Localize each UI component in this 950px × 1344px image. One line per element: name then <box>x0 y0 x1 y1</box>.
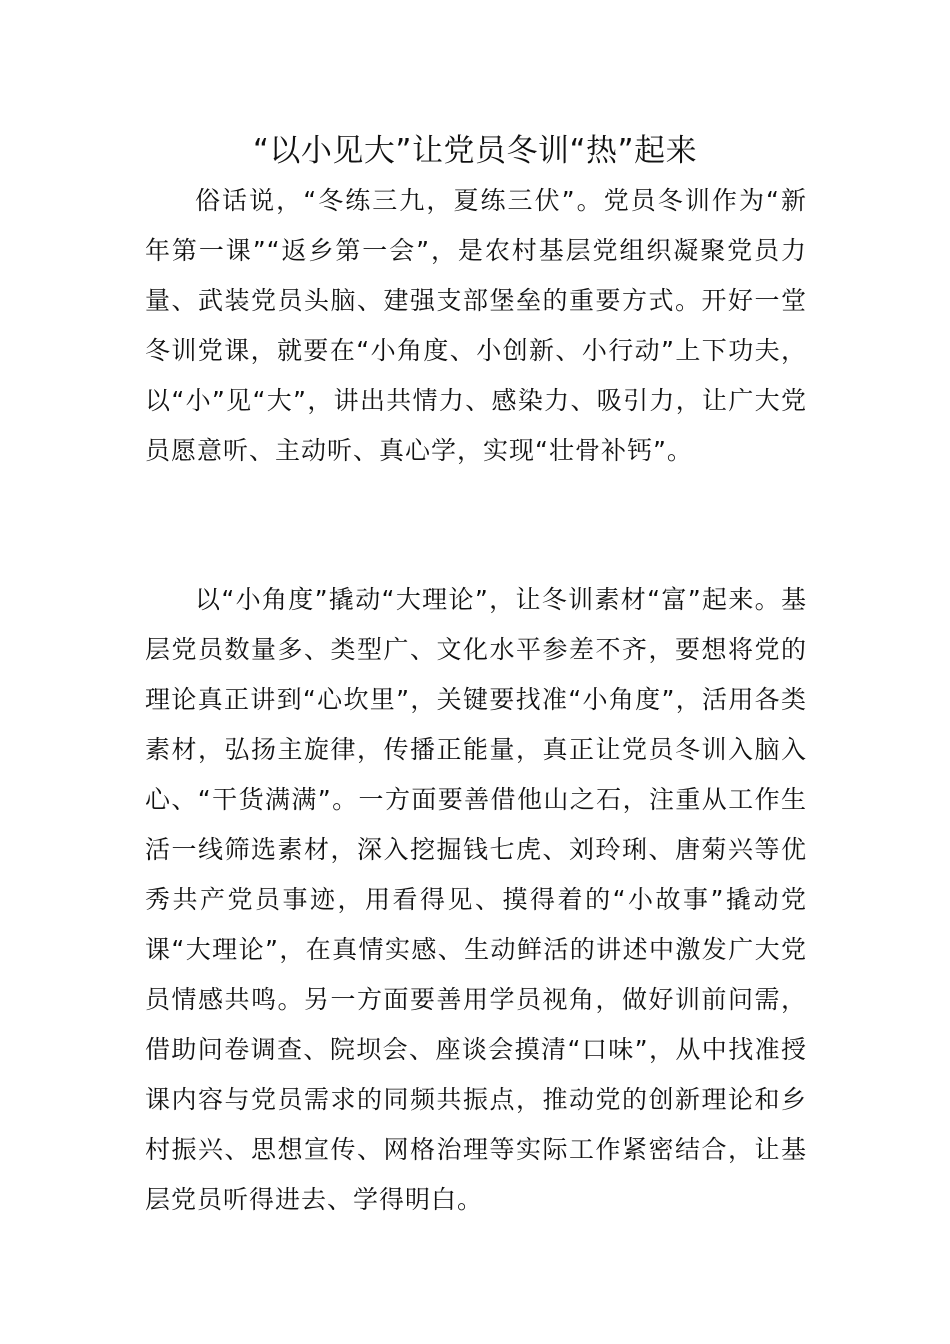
paragraph-intro: 俗话说，“冬练三九，夏练三伏”。党员冬训作为“新年第一课”“返乡第一会”，是农村基层党组织凝聚党员力量、武装党员头脑、建强支部堡垒的重要方式。开好一堂冬训党课，就要在“小角度、小创新、小行动”上下功夫，以“小”见“大”，讲出共情力、感染力、吸引力，让广大党员愿意听、主动听、真心学，实现“壮骨补钙”。 <box>145 186 807 465</box>
document-title: “以小见大”让党员冬训“热”起来 <box>252 133 698 169</box>
paragraph-small-angle: 以“小角度”撬动“大理论”，让冬训素材“富”起来。基层党员数量多、类型广、文化水平参差不齐，要想将党的理论真正讲到“心坎里”，关键要找准“小角度”，活用各类素材，弘扬主旋律，传播正能量，真正让党员冬训入脑入心、“干货满满”。一方面要善借他山之石，注重从工作生活一线筛选素材，深入挖掘钱七虎、刘玲琍、唐菊兴等优秀共产党员事迹，用看得见、摸得着的“小故事”撬动党课“大理论”，在真情实感、生动鲜活的讲述中激发广大党员情感共鸣。另一方面要善用学员视角，做好训前问需，借助问卷调查、院坝会、座谈会摸清“口味”，从中找准授课内容与党员需求的同频共振点，推动党的创新理论和乡村振兴、思想宣传、网格治理等实际工作紧密结合，让基层党员听得进去、学得明白。 <box>145 585 807 1214</box>
